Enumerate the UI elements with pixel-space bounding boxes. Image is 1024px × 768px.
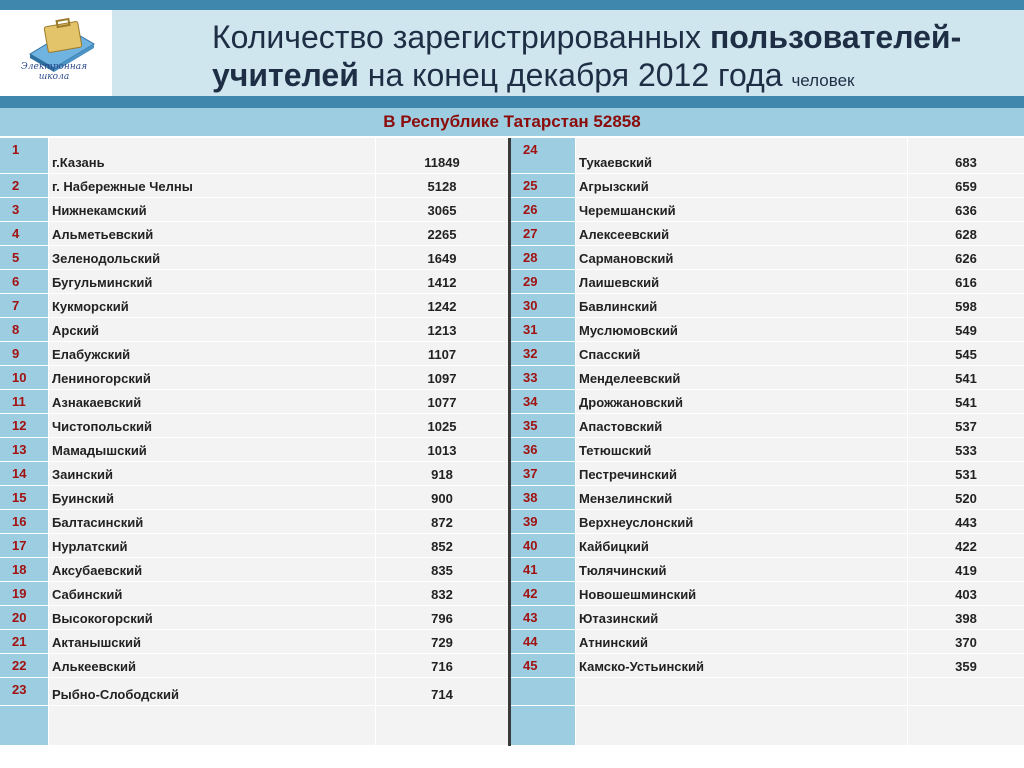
region-total: В Республике Татарстан 52858 [0, 108, 1024, 136]
district-name: Дрожжановский [576, 390, 907, 413]
row-number: 6 [0, 270, 48, 293]
row-number: 15 [0, 486, 48, 509]
teacher-count: 1077 [376, 390, 508, 413]
district-name: Зеленодольский [49, 246, 375, 269]
top-accent-bar [0, 0, 1024, 10]
teacher-count: 1013 [376, 438, 508, 461]
row-number: 10 [0, 366, 48, 389]
table-row [0, 558, 1024, 581]
row-number: 17 [0, 534, 48, 557]
teacher-count: 419 [908, 558, 1024, 581]
column-separator [508, 138, 511, 746]
row-number: 40 [511, 534, 575, 557]
district-name: Кукморский [49, 294, 375, 317]
teacher-count: 1213 [376, 318, 508, 341]
table-row [0, 270, 1024, 293]
row-number: 43 [511, 606, 575, 629]
district-name: Апастовский [576, 414, 907, 437]
table-row [0, 654, 1024, 677]
teacher-count: 598 [908, 294, 1024, 317]
row-number: 5 [0, 246, 48, 269]
row-number: 9 [0, 342, 48, 365]
teacher-count: 545 [908, 342, 1024, 365]
row-number: 18 [0, 558, 48, 581]
district-name: Новошешминский [576, 582, 907, 605]
row-number: 38 [511, 486, 575, 509]
teacher-count: 852 [376, 534, 508, 557]
district-name: Муслюмовский [576, 318, 907, 341]
district-name: Алькеевский [49, 654, 375, 677]
teacher-count: 398 [908, 606, 1024, 629]
district-name: Сабинский [49, 582, 375, 605]
district-name: Азнакаевский [49, 390, 375, 413]
title-bold1: пользователей- [709, 19, 962, 55]
teacher-count [908, 706, 1024, 745]
district-name: Нижнекамский [49, 198, 375, 221]
row-number: 11 [0, 390, 48, 413]
row-number: 2 [0, 174, 48, 197]
teacher-count: 636 [908, 198, 1024, 221]
row-number: 26 [511, 198, 575, 221]
teacher-count: 541 [908, 366, 1024, 389]
teacher-count [376, 706, 508, 745]
row-number [0, 706, 48, 745]
table-row [0, 706, 1024, 745]
row-number: 7 [0, 294, 48, 317]
teacher-count: 422 [908, 534, 1024, 557]
teacher-count: 537 [908, 414, 1024, 437]
logo-text: Электронная школа [20, 62, 88, 82]
district-name [576, 706, 907, 745]
teacher-count: 796 [376, 606, 508, 629]
district-name: Кайбицкий [576, 534, 907, 557]
table-row [0, 678, 1024, 705]
teacher-count: 549 [908, 318, 1024, 341]
teacher-count: 729 [376, 630, 508, 653]
district-name: Тукаевский [576, 138, 907, 173]
row-number: 30 [511, 294, 575, 317]
table-row [0, 138, 1024, 173]
row-number: 35 [511, 414, 575, 437]
row-number: 42 [511, 582, 575, 605]
table-row [0, 606, 1024, 629]
row-number: 23 [0, 678, 48, 705]
district-name: Тюлячинский [576, 558, 907, 581]
table-row [0, 246, 1024, 269]
row-number: 44 [511, 630, 575, 653]
row-number: 8 [0, 318, 48, 341]
row-number: 4 [0, 222, 48, 245]
district-name: Атнинский [576, 630, 907, 653]
teacher-count: 659 [908, 174, 1024, 197]
teacher-count: 1242 [376, 294, 508, 317]
teacher-count: 1649 [376, 246, 508, 269]
logo [0, 10, 112, 96]
district-name: Менделеевский [576, 366, 907, 389]
row-number: 20 [0, 606, 48, 629]
district-name: Нурлатский [49, 534, 375, 557]
row-number: 14 [0, 462, 48, 485]
teacher-count: 531 [908, 462, 1024, 485]
teacher-count: 541 [908, 390, 1024, 413]
district-name: Камско-Устьинский [576, 654, 907, 677]
teacher-count: 403 [908, 582, 1024, 605]
row-number: 39 [511, 510, 575, 533]
table-row [0, 174, 1024, 197]
table-row [0, 630, 1024, 653]
table-row [0, 486, 1024, 509]
teacher-count: 2265 [376, 222, 508, 245]
district-name: Буинский [49, 486, 375, 509]
district-name: Высокогорский [49, 606, 375, 629]
district-name: Бугульминский [49, 270, 375, 293]
district-name: Заинский [49, 462, 375, 485]
row-number: 19 [0, 582, 48, 605]
table-row [0, 198, 1024, 221]
row-number: 34 [511, 390, 575, 413]
district-name: г.Казань [49, 138, 375, 173]
district-name: Спасский [576, 342, 907, 365]
row-number: 13 [0, 438, 48, 461]
district-name [49, 706, 375, 745]
teacher-count: 626 [908, 246, 1024, 269]
table-row [0, 414, 1024, 437]
row-number: 25 [511, 174, 575, 197]
row-number: 22 [0, 654, 48, 677]
teacher-count: 716 [376, 654, 508, 677]
row-number: 27 [511, 222, 575, 245]
teacher-count: 5128 [376, 174, 508, 197]
row-number: 16 [0, 510, 48, 533]
district-name: Бавлинский [576, 294, 907, 317]
teacher-count: 1107 [376, 342, 508, 365]
row-number: 29 [511, 270, 575, 293]
district-name: Сармановский [576, 246, 907, 269]
district-name: г. Набережные Челны [49, 174, 375, 197]
row-number: 21 [0, 630, 48, 653]
title-unit: человек [791, 71, 855, 90]
table-row [0, 318, 1024, 341]
district-name: Тетюшский [576, 438, 907, 461]
district-name: Рыбно-Слободский [49, 678, 375, 705]
row-number [511, 706, 575, 745]
teacher-count: 1412 [376, 270, 508, 293]
table-row [0, 342, 1024, 365]
teacher-count: 900 [376, 486, 508, 509]
header-divider [0, 96, 1024, 108]
briefcase-icon [0, 10, 112, 96]
row-number: 36 [511, 438, 575, 461]
teacher-count: 835 [376, 558, 508, 581]
teacher-count: 3065 [376, 198, 508, 221]
teacher-count: 872 [376, 510, 508, 533]
teacher-count: 11849 [376, 138, 508, 173]
district-name: Аксубаевский [49, 558, 375, 581]
district-name: Пестречинский [576, 462, 907, 485]
row-number: 28 [511, 246, 575, 269]
row-number: 1 [0, 138, 48, 173]
district-name: Мамадышский [49, 438, 375, 461]
title-part2: на конец декабря 2012 года [358, 57, 792, 93]
district-name [576, 678, 907, 705]
district-name: Лениногорский [49, 366, 375, 389]
teacher-count: 918 [376, 462, 508, 485]
teacher-count: 520 [908, 486, 1024, 509]
district-name: Елабужский [49, 342, 375, 365]
district-name: Актанышский [49, 630, 375, 653]
district-name: Альметьевский [49, 222, 375, 245]
teacher-count: 683 [908, 138, 1024, 173]
title-part1: Количество зарегистрированных [212, 19, 710, 55]
district-name: Арский [49, 318, 375, 341]
teacher-count: 533 [908, 438, 1024, 461]
district-name: Ютазинский [576, 606, 907, 629]
teacher-count: 628 [908, 222, 1024, 245]
teacher-count [908, 678, 1024, 705]
row-number: 37 [511, 462, 575, 485]
table-row [0, 510, 1024, 533]
district-name: Чистопольский [49, 414, 375, 437]
data-table [0, 108, 1024, 768]
teacher-count: 359 [908, 654, 1024, 677]
district-name: Мензелинский [576, 486, 907, 509]
row-number: 24 [511, 138, 575, 173]
teacher-count: 1025 [376, 414, 508, 437]
table-row [0, 438, 1024, 461]
table-row [0, 462, 1024, 485]
district-name: Алексеевский [576, 222, 907, 245]
district-name: Агрызский [576, 174, 907, 197]
teacher-count: 832 [376, 582, 508, 605]
district-name: Балтасинский [49, 510, 375, 533]
row-number: 33 [511, 366, 575, 389]
row-number [511, 678, 575, 705]
row-number: 12 [0, 414, 48, 437]
teacher-count: 443 [908, 510, 1024, 533]
teacher-count: 1097 [376, 366, 508, 389]
district-name: Верхнеуслонский [576, 510, 907, 533]
teacher-count: 370 [908, 630, 1024, 653]
table-row [0, 294, 1024, 317]
table-row [0, 222, 1024, 245]
page-title [212, 18, 1022, 100]
row-number: 45 [511, 654, 575, 677]
teacher-count: 714 [376, 678, 508, 705]
table-row [0, 366, 1024, 389]
row-number: 31 [511, 318, 575, 341]
row-number: 32 [511, 342, 575, 365]
table-row [0, 390, 1024, 413]
table-row [0, 582, 1024, 605]
district-name: Черемшанский [576, 198, 907, 221]
district-name: Лаишевский [576, 270, 907, 293]
teacher-count: 616 [908, 270, 1024, 293]
row-number: 41 [511, 558, 575, 581]
table-row [0, 534, 1024, 557]
title-bold2: учителей [212, 57, 359, 93]
row-number: 3 [0, 198, 48, 221]
